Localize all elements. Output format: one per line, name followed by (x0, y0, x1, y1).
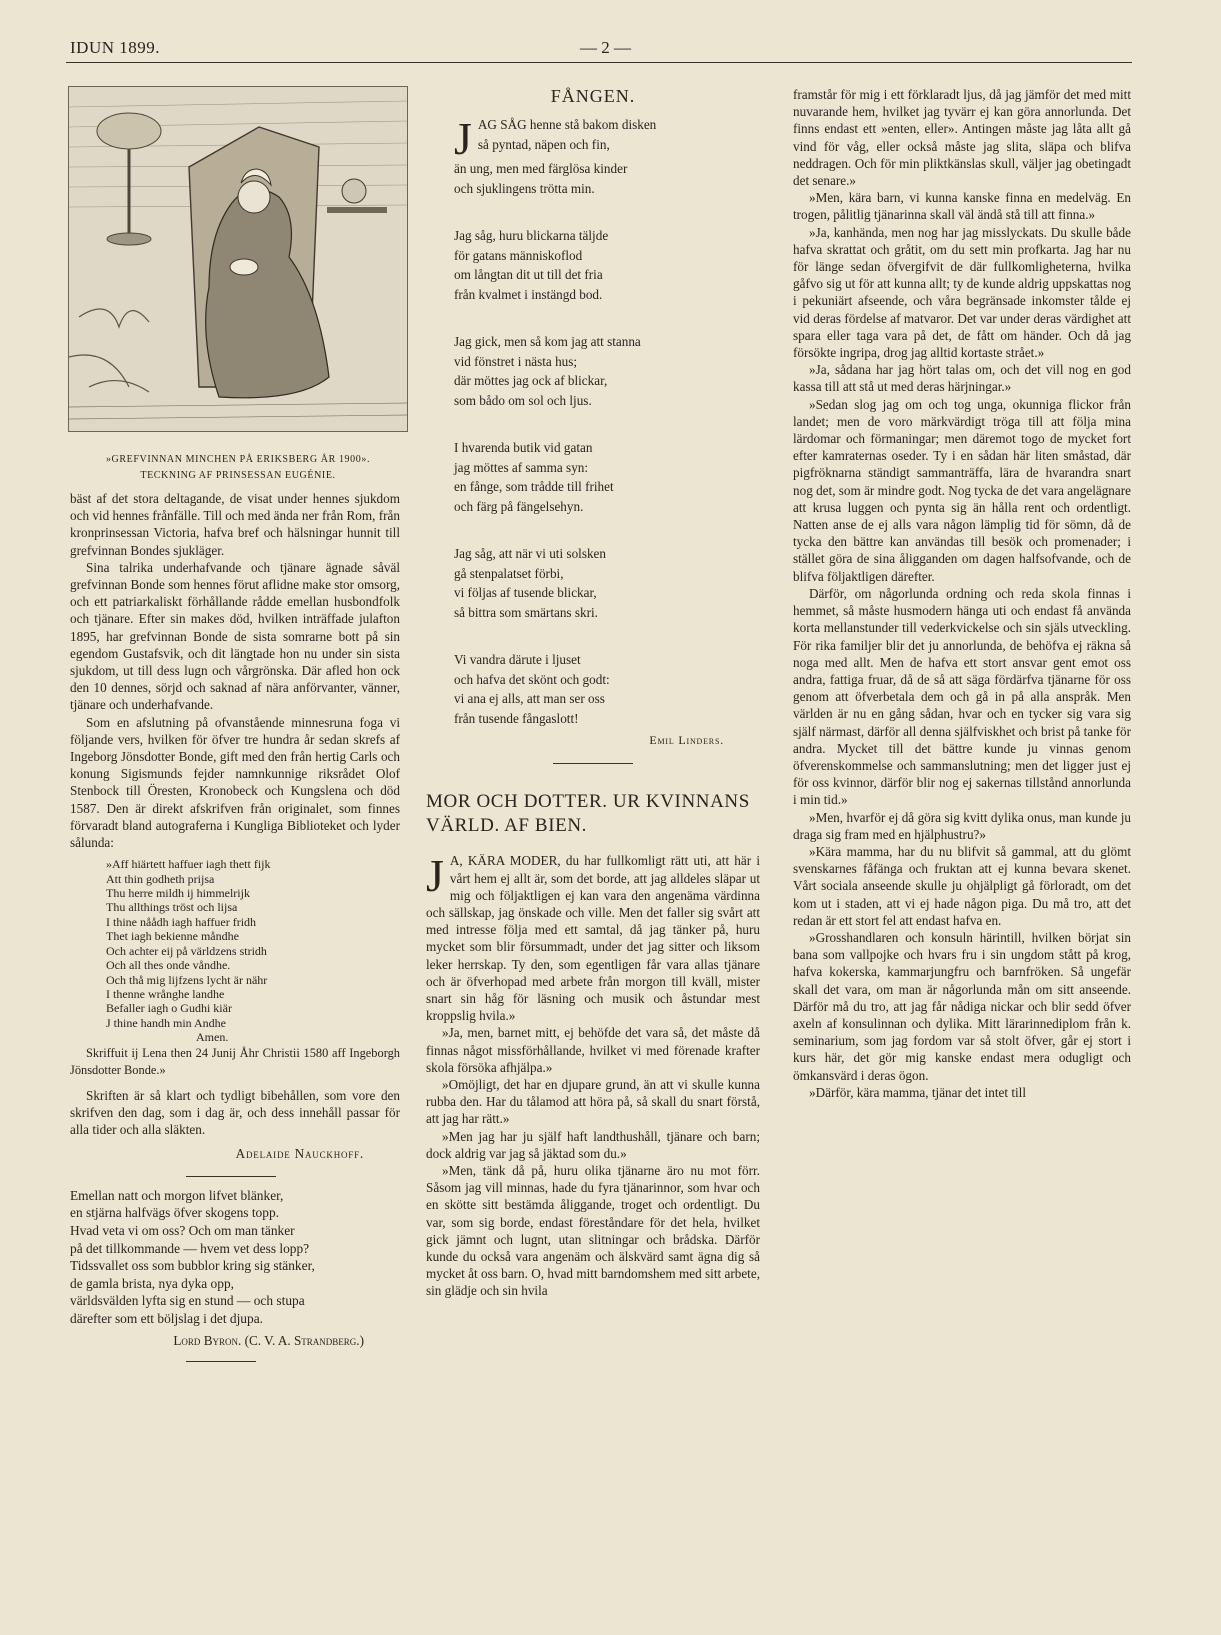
poem-line: för gatans människoflod (454, 247, 583, 263)
poem-line: än ung, men med färglösa kinder (454, 161, 628, 177)
poem-line: Emellan natt och morgon lifvet blänker, (70, 1187, 284, 1203)
verse-amen: Amen. (196, 1030, 229, 1045)
illustration-drawing (68, 86, 408, 432)
paragraph: »Ja, sådana har jag hört talas om, och det vill nog en god kassa till att stå ut med deras härjningar.» (793, 362, 1131, 395)
paragraph: »Men jag har ju själf haft landthushåll, tjänare och barn; dock aldrig var jag så jäktad som du.» (426, 1128, 760, 1161)
stanza (454, 332, 760, 410)
illustration-caption (70, 452, 406, 484)
poem-line: I hvarenda butik vid gatan (454, 440, 593, 456)
poem-line: Jag såg, huru blickarna täljde (454, 228, 609, 244)
poem-line: en fånge, som trådde till frihet (454, 479, 614, 495)
paragraph: Därför, om någorlunda ordning och reda skola finnas i hemmet, så måste husmodern hänga uti och endast få använda korta mellanstunder till vederkvickelse och sin själs utveckling. För rika familjer blir det ju annorlunda, de behöfva ej räkna så noga med allt. Men de hafva ett stort ansvar gent emot oss andra, fattiga fruar, då de så att säga fördärfva tjänarne för oss genom att öfverbetala dem och gå in på alla anspråk. Men världen är nu en gång sådan, hvar och en tycker sig vara sig själf närmast, därför all denna själfviskhet och brist på tanke för andra. Mycket till det bättre kunde ju vinnas genom öfverenskommelse och sammanslutning; men det ligger just ej för oss kvinnor, därför blir nog ej sakernas tillstånd annorlunda i min tid.» (793, 585, 1131, 808)
poem-line: så bittra som smärtans skri. (454, 604, 598, 620)
poem-line: Jag såg, att när vi uti solsken (454, 546, 606, 562)
paragraph: »Ja, kanhända, men nog har jag misslyckats. Du skulle både hafva skrattat och gråtit, om du sett min profkarta. Jag har nu för länge sedan öfvergifvit de där fullkomligheterna, hvilka gåfvo sig ut för att kunna allt; ty de kunde aldrig uppskattas nog i pekuniärt afseende, och våra begränsade inkomster tålde ej vid deras fördelse af matvaror. Det var under deras värdighet att spara eller taga vara på det, de fått om händer. Och då jag försökte ingripa, drog jag alltid kortaste strået.» (793, 224, 1131, 361)
divider (186, 1176, 276, 1177)
divider (553, 763, 633, 764)
verse-line: Befaller iagh o Gudhi kiär (106, 1001, 232, 1016)
verse-line: Thu allthings tröst och lijsa (106, 900, 238, 915)
paragraph: »Därför, kära mamma, tjänar det intet till (809, 1084, 1026, 1100)
paragraph: Skriften är så klart och tydligt bibehållen, som vore den skrifven den dag, som i dag är, och dess innehåll passar för alla tider och alla släkten. (70, 1087, 400, 1138)
verse-line: Och all thes onde våndhe. (106, 958, 231, 973)
paragraph: framstår för mig i ett förklaradt ljus, då jag jämför det med mitt nuvarande hem, hvilket jag tyvärr ej kan göra annorlunda. Det finns endast ett »enten, eller». Antingen måste jag låta allt gå vind för våg, eller också måste jag slita, släpa och blifva neddragen. Och för min pliktkänslas skull, väljer jag obetingadt det senare.» (793, 87, 1131, 189)
caption-line-1: »GREFVINNAN MINCHEN PÅ ERIKSBERG ÅR 1900». (105, 454, 371, 465)
poem-signature-byron: Lord Byron. (C. V. A. Strandberg.) (173, 1332, 364, 1348)
article-first-paragraph: J A, KÄRA MODER, du har fullkomligt rätt uti, att här i vårt hem ej allt är, som det borde, att jag alldeles släpar ut mig och följaktligen ej kan vara den angenäma värdinna och sällskap, jag önskade och ville. Men det faller sig svårt att med intresse följa med ett samtal, då jag tänker på, huru mycket som blir försummadt, under det jag sitter och liksom leker herrskap. Ty den, som egentligen får vara allas tjänare och är öfverhopad med arbete från morgon till kväll, mister snart sin håg för läsning och musik och åstundar mest kroppslig hvila.» (426, 850, 760, 1024)
signature-nauckhoff: Adelaide Nauckhoff. (235, 1145, 364, 1161)
byron-poem (70, 1187, 400, 1328)
poem-line: vi ana ej alls, att man ser oss (454, 691, 605, 707)
verse-line: Och thå mig lijfzens lycht är nähr (106, 972, 268, 987)
poem-line: vi följas af tusende blickar, (454, 585, 597, 601)
poem-line: och sjuklingens trötta min. (454, 180, 595, 196)
poem-title: FÅNGEN. (550, 86, 636, 106)
header-rule (66, 62, 1132, 63)
poem-line: om långtan dit ut till det fria (454, 267, 603, 283)
paragraph: bäst af det stora deltagande, de visat under hennes sjukdom och vid hennes frånfälle. Till och med ända ner från Rom, från kronprinsessan Victoria, hafva bref och hälsningar hunnit till grefvinnan Bondes sjukläger. (70, 491, 400, 558)
poem-fangen (454, 115, 760, 728)
verse-line: J thine handh min Andhe (106, 1015, 226, 1030)
paragraph: »Kära mamma, har du nu blifvit så gammal, att du glömt svenskarnes fåfänga och fruktan att ej kunna bevara skenet. Vårt sociala anseende skulle ju ohjälpligt gå förloradt, om det kom ut i staden, att vi ej hade någon piga. Du må tro, att det redan är ett stort fel att endast hafva en. (793, 843, 1131, 928)
verse-line: I thine nåådh iagh haffuer fridh (106, 914, 257, 929)
poem-line: jag möttes af samma syn: (454, 459, 589, 475)
drop-cap: J (454, 113, 472, 165)
poem-line: världsvälden lyfta sig en stund — och stupa (70, 1293, 305, 1309)
drop-cap: J (426, 850, 444, 902)
poem-line: AG SÅG henne stå bakom disken (477, 117, 657, 133)
column-2 (426, 88, 760, 1300)
poem-line: som bådo om sol och ljus. (454, 392, 592, 408)
stanza (454, 650, 760, 728)
poem-line: och färg på fängelsehyn. (454, 498, 584, 514)
article-title: MOR OCH DOTTER. UR KVINNANS VÄRLD. AF BIEN. (426, 791, 750, 837)
stanza (454, 115, 760, 198)
elderly-woman-in-chair-drawing (69, 87, 407, 431)
poem-line: där möttes jag ock af blickar, (454, 373, 608, 389)
paragraph: »Sedan slog jag om och tog unga, okunniga flickor från landet; men de voro märkvärdigt tröga till att följa mina lärdomar och förmaningar; men däremot togo de mycket fort efter kamraternas oseder. Ty i en sådan här liten småstad, där pigfröknarna ständigt sammanträffa, lära de hvarandra snart nog det, som är mindre godt. Nog tycka de det vara angelägnare att krusa luggen och pynta sig än hålla rent och ordentligt. Natten anse de ej alls vara någon lämplig tid för sömn, då de tycka den bättre kan användas till besök och promenader; i stället göra de sina åligganden om dagen halfsofvande, och de blifva följaktligen därefter. (793, 396, 1131, 584)
poem-line: gå stenpalatset förbi, (454, 565, 564, 581)
paragraph: Som en afslutning på ofvanstående minnesruna foga vi följande vers, hvilken för öfver tre hundra år sedan skrefs af Ingeborg Jönsdotter Bonde, gift med den från hertig Carls och konung Sigismunds fejder namnkunnige riksrådet Olof Stenbock till Öresten, Kronobeck och Kungslena och död 1587. Den är direkt afskrifven från originalet, som finnes förvaradt bland autograferna i Kungliga Biblioteket och lyder sålunda: (70, 714, 400, 851)
verse-line: »Aff hiärtett haffuer iagh thett fijk (106, 857, 271, 872)
poem-line: därefter som ett böljslag i det djupa. (70, 1310, 263, 1326)
paragraph: »Grosshandlaren och konsuln härintill, hvilken börjat sin bana som vallpojke och hvars fru i sin ungdom stått på krog, hafva kokerska, kammarjungfru och barnfröken. Så ungefär skall det vara, om man är någorlunda mån om sitt anseende. Därför må du tro, att jag får nådiga nickar och blir sedd öfver axeln af konsulinnan och dylika. Mitt lärarinnediplom från k. seminarium, som jag fordom var så stolt öfver, går ej stort i kurs här, det gör mig kanske endast mera odugligt och ömkansvärd i deras ögon. (793, 929, 1131, 1083)
paragraph: »Omöjligt, det har en djupare grund, än att vi skulle kunna rubba den. Har du tålamod att höra på, så skall du snart förstå, att jag har rätt.» (426, 1077, 760, 1127)
poem-line: Tidssvallet oss som bubblor kring sig stänker, (70, 1258, 315, 1274)
verse-line: I thenne wrånghe landhe (106, 986, 225, 1001)
stanza (454, 544, 760, 622)
poem-line: på det tillkommande — hvem vet dess lopp? (70, 1240, 310, 1256)
poem-line: så pyntad, näpen och fin, (477, 136, 610, 152)
signature-linders: Emil Linders. (649, 733, 724, 748)
stanza (454, 438, 760, 516)
verse-line: Att thin godheth prijsa (106, 871, 215, 886)
verse-line: Thet iagh bekienne måndhe (106, 929, 239, 944)
paragraph: »Men, hvarför ej då göra sig kvitt dylika onus, man kunde ju draga sig fram med en hjälphustru?» (793, 809, 1131, 842)
skriffuit-note: Skriffuit ij Lena then 24 Junij Åhr Christii 1580 aff Ingeborgh Jönsdotter Bonde.» (70, 1045, 400, 1077)
poem-line: vid fönstret i nästa hus; (454, 353, 578, 369)
old-verse (106, 857, 400, 1044)
poem-line: från kvalmet i instängd bod. (454, 286, 603, 302)
poem-line: Jag gick, men så kom jag att stanna (454, 334, 641, 350)
poem-line: en stjärna halfvägs öfver skogens topp. (70, 1205, 279, 1221)
poem-line: Vi vandra därute i ljuset (454, 652, 581, 668)
paragraph: »Ja, men, barnet mitt, ej behöfde det vara så, det måste då finnas något missförhållande, hvilket vi med förenade krafter skola försöka afhjälpa.» (426, 1025, 760, 1075)
poem-line: och hafva det skönt och godt: (454, 671, 610, 687)
paragraph: Sina talrika underhafvande och tjänare ägnade såväl grefvinnan Bonde som hennes förut aflidne make stor omsorg, och ett patriarkaliskt förhållande rådde emellan husbondfolk och tjänare. Efter sin makes död, hvilken inträffade julafton 1895, har grefvinnan Bonde de sista somrarne bott på sin egendom Gustafsvik, och dit längtade hon nu under sin sista sjukdom, ut till dess lugn och vårgrönska. Där afled hon ock den 10 dennes, sörjd och saknad af nära anförvanter, vänner, tjänare och underhafvande. (70, 559, 400, 713)
stanza (454, 226, 760, 304)
page-number: — 2 — (580, 38, 631, 57)
verse-line: Thu herre mildh ij himmelrijk (106, 886, 250, 901)
column-3 (793, 86, 1131, 1101)
divider (186, 1361, 256, 1362)
poem-line: de gamla brista, nya dyka opp, (70, 1275, 234, 1291)
paragraph: »Men, tänk då på, huru olika tjänarne äro nu mot förr. Såsom jag vill minnas, hade du fyra tjänarinnor, som hvar och en skötte sitt bestämda åliggande, troget och ordentligt. Du var, som sig borde, endast föreståndare för det hela, hvilket gick jämnt och lugnt, utan slitningar och brådska. Därför kunde du också vara angenäm och älskvärd samt ägna dig så mycket åt oss barn. O, hvad mitt barndomshem med sitt arbete, sin glädje och sin hvila (426, 1163, 760, 1299)
caption-line-2: TECKNING AF PRINSESSAN EUGÉNIE. (140, 470, 336, 481)
verse-line: Och achter eij på världzens stridh (106, 943, 267, 958)
paragraph: »Men, kära barn, vi kunna kanske finna en medelväg. En trogen, pålitlig tjänarinna skall väl ändå stå till att finna.» (793, 190, 1131, 223)
poem-line: från tusende fångaslott! (454, 710, 579, 726)
masthead: IDUN 1899. (70, 38, 160, 57)
column-1 (70, 490, 400, 1362)
poem-line: Hvad veta vi om oss? Och om man tänker (70, 1222, 295, 1238)
